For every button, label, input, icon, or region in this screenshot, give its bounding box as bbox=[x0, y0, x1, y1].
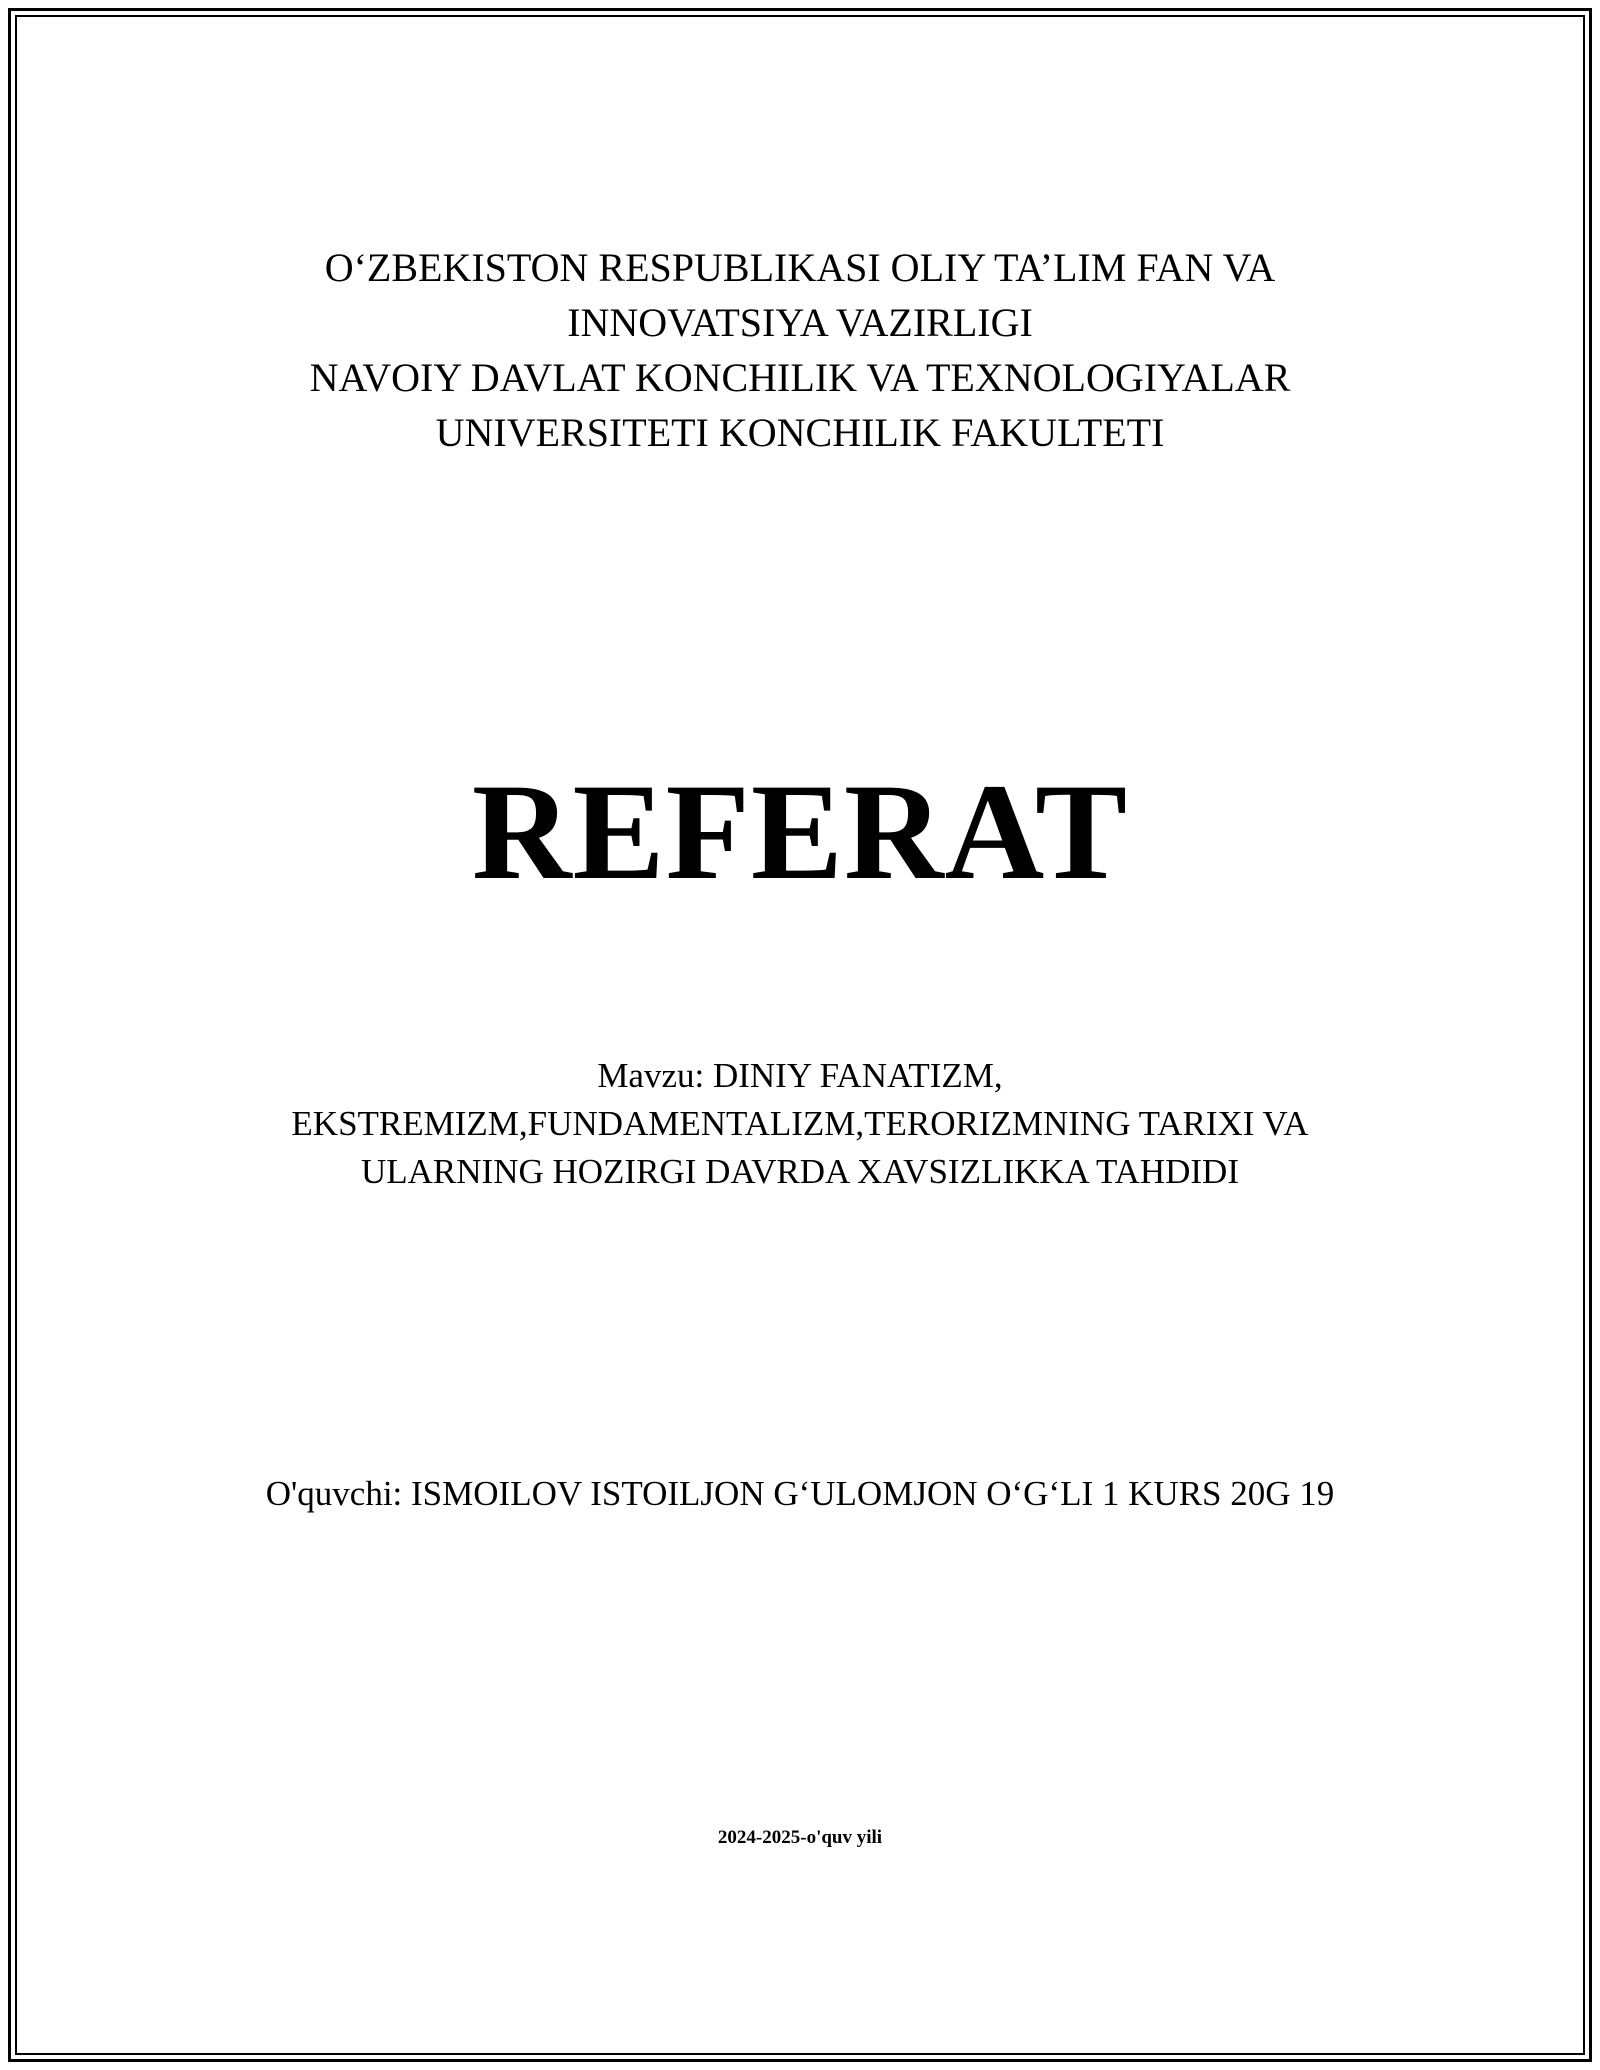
document-title: REFERAT bbox=[471, 755, 1129, 908]
academic-year: 2024-2025-o'quv yili bbox=[717, 1827, 883, 1848]
topic-line: Mavzu: DINIY FANATIZM, bbox=[597, 1056, 1003, 1095]
header-line: UNIVERSITETI KONCHILIK FAKULTETI bbox=[435, 410, 1165, 455]
header-line: O‘ZBEKISTON RESPUBLIKASI OLIY TA’LIM FAN VA bbox=[324, 245, 1276, 290]
topic-line: ULARNING HOZIRGI DAVRDA XAVSIZLIKKA TAHDIDI bbox=[360, 1152, 1239, 1191]
topic-block bbox=[0, 1052, 1600, 1196]
header-line: INNOVATSIYA VAZIRLIGI bbox=[567, 300, 1033, 345]
topic-line: EKSTREMIZM,FUNDAMENTALIZM,TERORIZMNING TARIXI VA bbox=[291, 1104, 1309, 1143]
header-line: NAVOIY DAVLAT KONCHILIK VA TEXNOLOGIYALAR bbox=[309, 355, 1291, 400]
student-info: O'quvchi: ISMOILOV ISTOILJON G‘ULOMJON O‘G‘LI 1 KURS 20G 19 bbox=[265, 1474, 1335, 1513]
institution-header bbox=[0, 240, 1600, 460]
